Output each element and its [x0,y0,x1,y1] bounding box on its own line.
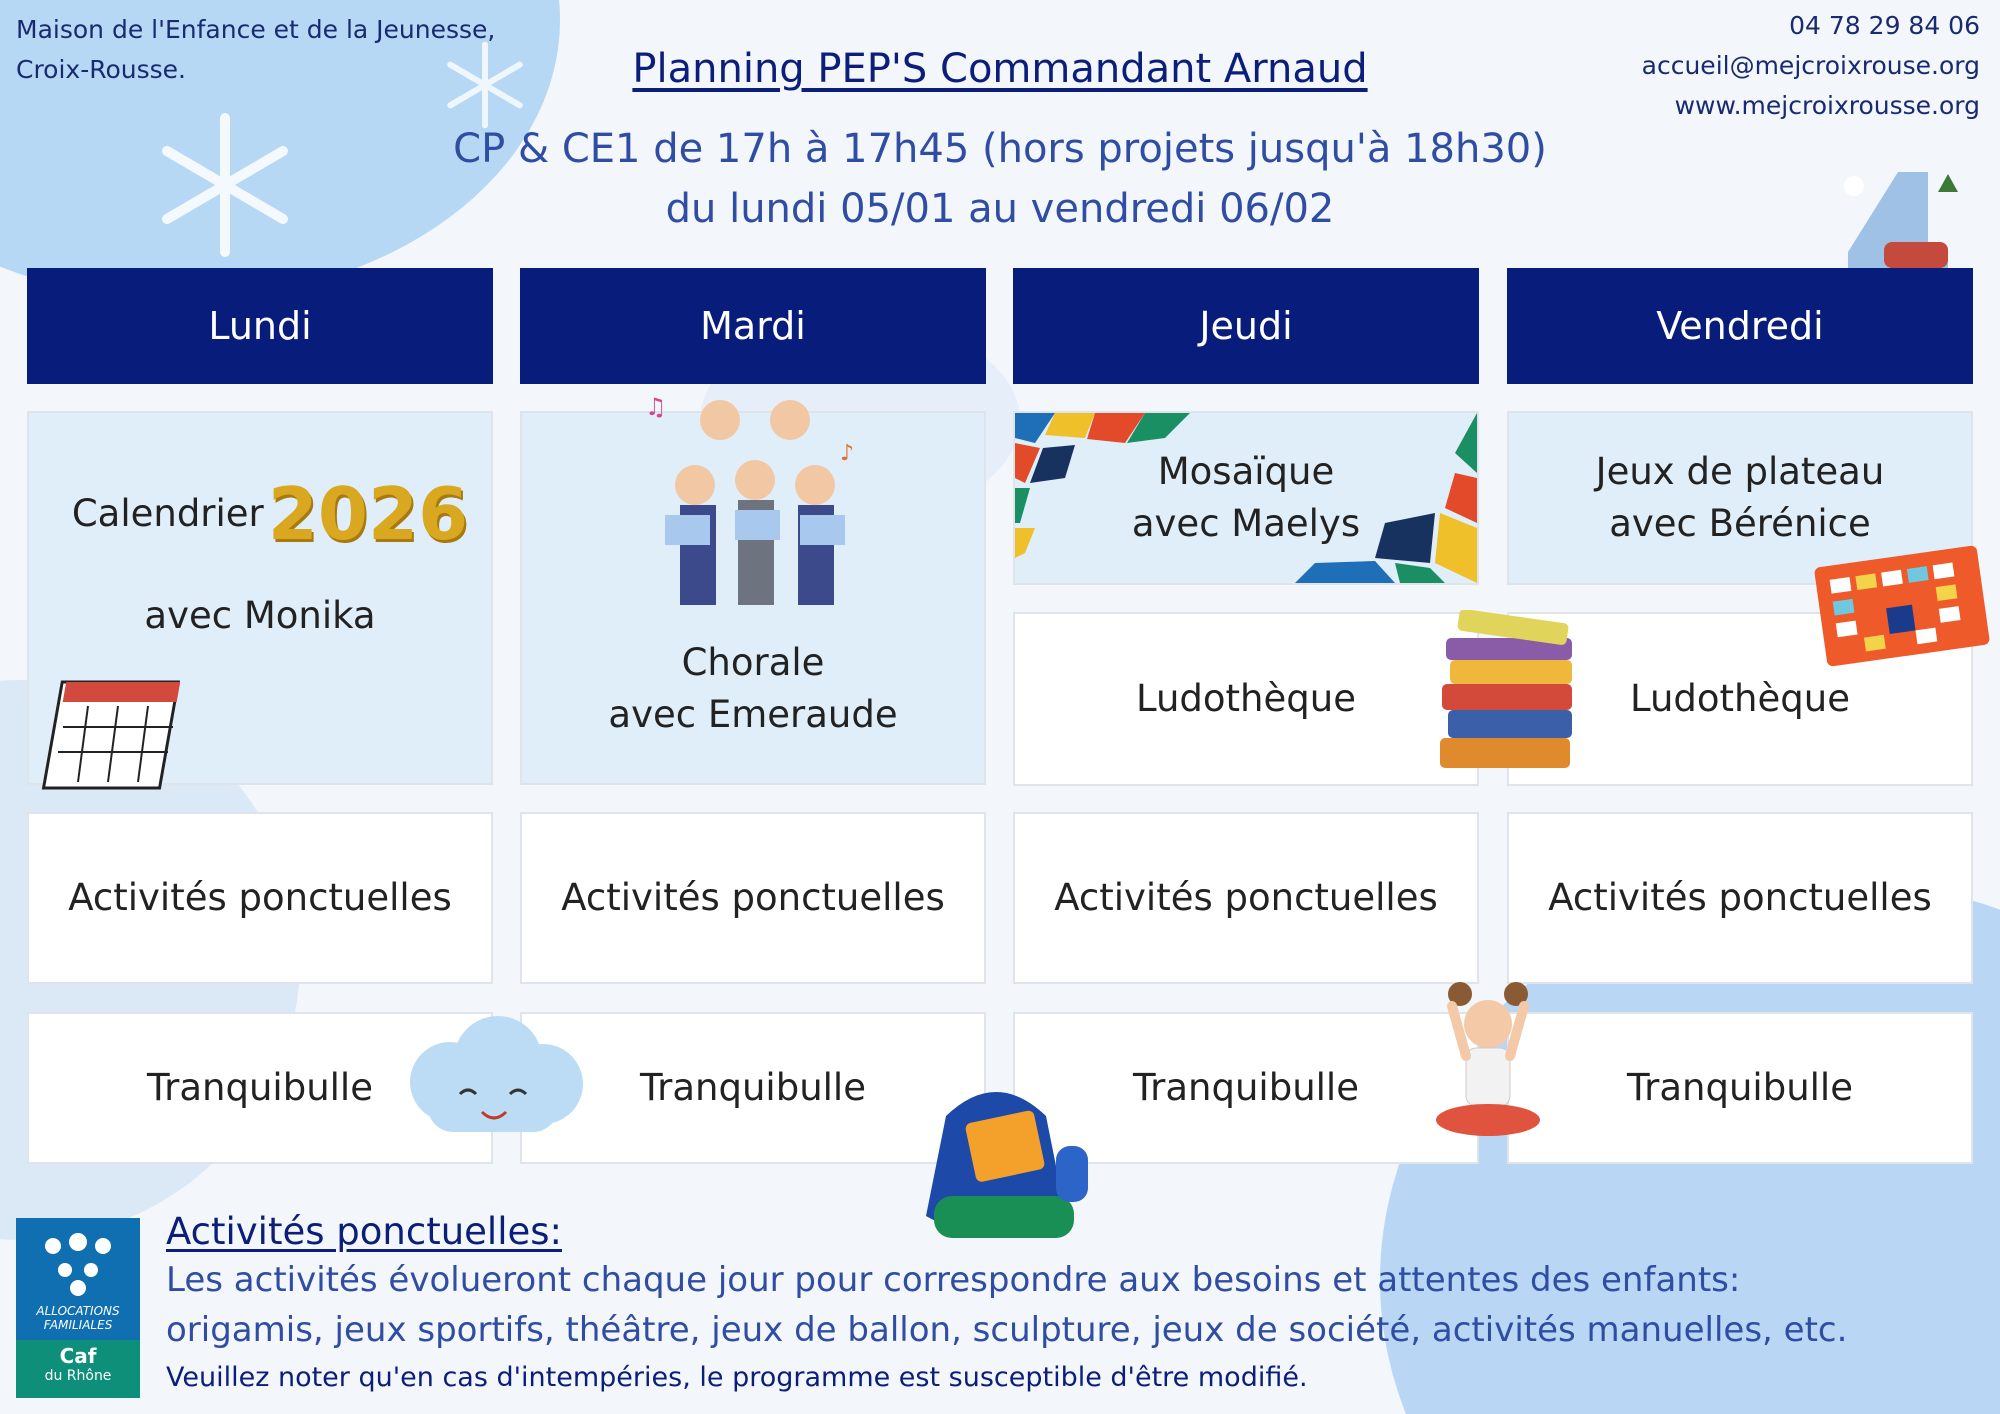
tranquibulle-lundi-label: Tranquibulle [147,1066,373,1109]
activite-ponctuelle-vendredi-label: Activités ponctuelles [1548,876,1932,919]
calendrier-label: Calendrier [71,492,264,535]
svg-text:♫: ♫ [645,393,667,421]
schedule-subtitle: CP & CE1 de 17h à 17h45 (hors projets jusqu'à 18h30) [453,126,1547,172]
tranquibulle-jeudi-label: Tranquibulle [1133,1066,1359,1109]
choir-children-icon [640,380,870,610]
activite-ponctuelle-lundi [27,812,493,984]
notes-line-1: Les activités évolueront chaque jour pour correspondre aux besoins et attentes des enfants: [166,1260,1741,1300]
books-stack-icon [1438,610,1584,776]
jeux-plateau-label: Jeux de plateau [1595,450,1885,493]
smiling-cloud-icon [398,1012,590,1142]
jeux-plateau-host: avec Bérénice [1609,502,1871,545]
mosaic-decoration [1015,413,1477,583]
meditating-child-icon [1430,978,1546,1142]
day-header-jeudi: Jeudi [1013,268,1479,384]
tranquibulle-vendredi [1507,1012,1973,1164]
caf-familiales: FAMILIALES [43,1318,113,1332]
activite-ponctuelle-jeudi [1013,812,1479,984]
calendrier-host: avec Monika [144,594,376,637]
day-header-lundi: Lundi [27,268,493,384]
year-2026-badge: 2026 [267,472,469,556]
tranquibulle-mardi-label: Tranquibulle [640,1066,866,1109]
phone-number: 04 78 29 84 06 [1789,11,1980,40]
calendar-icon [28,672,188,798]
school-backpack-icon [906,1076,1092,1248]
notes-line-2: origamis, jeux sportifs, théâtre, jeux de ballon, sculpture, jeux de société, activités manuelles, etc. [166,1310,1848,1350]
email-address[interactable]: accueil@mejcroixrouse.org [1641,51,1980,80]
activity-ludotheque-jeudi [1013,612,1479,786]
mosaique-host: avec Maelys [1131,502,1361,545]
svg-text:♪: ♪ [840,441,855,466]
page-title: Planning PEP'S Commandant Arnaud [632,46,1368,92]
tranquibulle-vendredi-label: Tranquibulle [1627,1066,1853,1109]
chorale-host: avec Emeraude [608,693,898,736]
caf-logo [16,1218,140,1398]
activite-ponctuelle-lundi-label: Activités ponctuelles [68,876,452,919]
activite-ponctuelle-mardi [520,812,986,984]
calendrier-title [72,474,468,554]
website-link[interactable]: www.mejcroixrousse.org [1674,91,1980,120]
activite-ponctuelle-mardi-label: Activités ponctuelles [561,876,945,919]
mosaique-label: Mosaïque [1157,450,1335,493]
caf-family-icon [33,1230,123,1300]
date-range: du lundi 05/01 au vendredi 06/02 [665,186,1335,232]
day-header-mardi: Mardi [520,268,986,384]
weather-disclaimer: Veuillez noter qu'en cas d'intempéries, le programme est susceptible d'être modifié. [166,1362,1308,1393]
notes-title: Activités ponctuelles: [166,1210,562,1253]
board-game-icon [1812,544,1992,668]
org-line-1: Maison de l'Enfance et de la Jeunesse, [16,15,496,44]
caf-brand: Caf [59,1344,97,1368]
chorale-label: Chorale [681,641,825,684]
ludotheque-jeudi-label: Ludothèque [1136,677,1356,720]
caf-region: du Rhône [44,1368,112,1384]
ludotheque-vendredi-label: Ludothèque [1630,677,1850,720]
caf-bottom-band [16,1340,140,1398]
day-header-vendredi: Vendredi [1507,268,1973,384]
activite-ponctuelle-jeudi-label: Activités ponctuelles [1054,876,1438,919]
org-line-2: Croix-Rousse. [16,55,187,84]
caf-allocations: ALLOCATIONS [36,1304,120,1318]
activite-ponctuelle-vendredi [1507,812,1973,984]
